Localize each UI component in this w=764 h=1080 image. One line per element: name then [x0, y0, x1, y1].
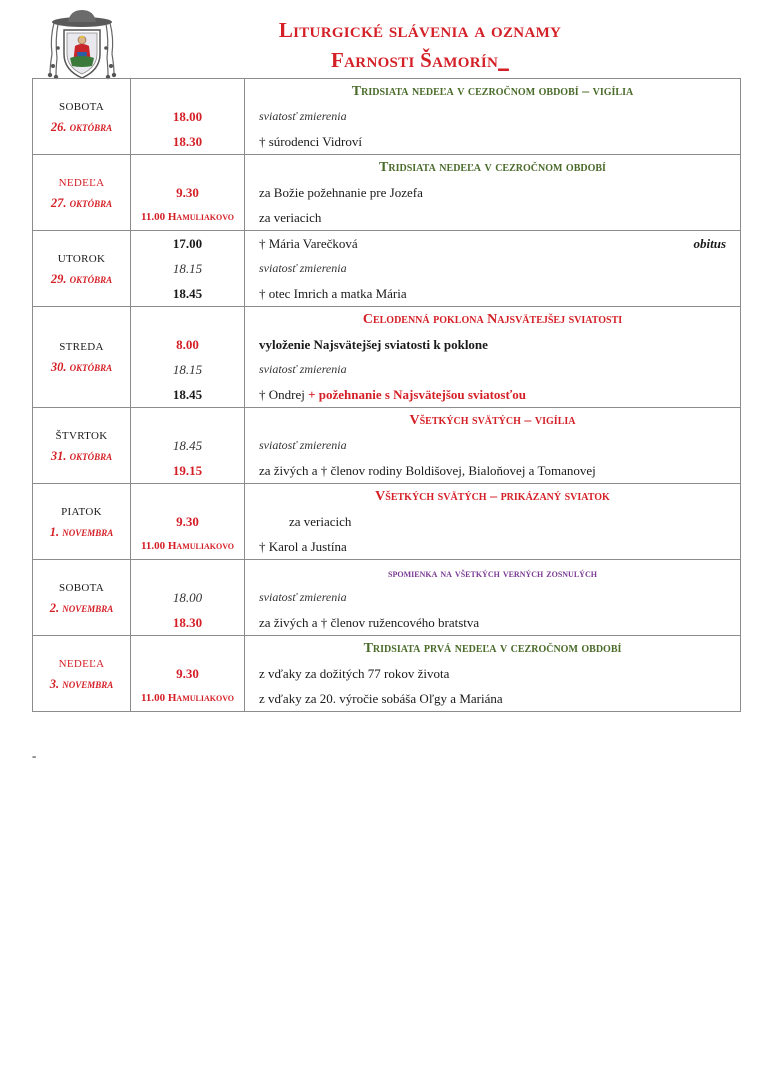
day-name: SOBOTA	[59, 581, 104, 594]
intention-text: † Karol a Justína	[259, 538, 347, 554]
table-row	[33, 484, 741, 560]
page-title-line2	[160, 48, 680, 73]
intention-line	[245, 382, 740, 407]
blessing-note: + požehnanie s Najsvätejšou sviatosťou	[304, 386, 526, 402]
table-row	[33, 636, 741, 712]
date-month: októbra	[69, 271, 113, 286]
time-spacer	[131, 79, 244, 104]
parish-name: Farnosti Šamorín	[331, 48, 499, 72]
time-spacer	[131, 307, 244, 332]
intention-cell	[245, 560, 741, 636]
table-row	[33, 155, 741, 231]
intention-cell	[245, 231, 741, 307]
day-date	[33, 193, 130, 213]
intention-cell	[245, 636, 741, 712]
mass-time: 18.15	[172, 261, 203, 276]
day-date	[33, 357, 130, 377]
intention-text: za živých a † členov rodiny Boldišovej, Bialoňovej a Tomanovej	[259, 462, 596, 478]
parish-crest-logo	[44, 8, 120, 84]
time-cell	[131, 560, 245, 636]
intention-text: † Ondrej	[259, 386, 305, 402]
time-cell	[131, 484, 245, 560]
date-number: 31.	[50, 448, 67, 463]
mass-time: 17.00	[172, 236, 203, 251]
day-cell	[33, 79, 131, 155]
mass-time: 18.15	[172, 362, 203, 377]
mass-time: 18.45	[172, 387, 203, 402]
intention-text: sviatosť zmierenia	[259, 361, 347, 376]
intention-text: z vďaky za dožitých 77 rokov života	[259, 665, 450, 681]
date-number: 27.	[50, 195, 67, 210]
intention-cell	[245, 307, 741, 408]
liturgical-heading: spomienka na všetkých verných zosnulých	[388, 565, 597, 580]
day-cell	[33, 231, 131, 307]
intention-cell	[245, 408, 741, 484]
intention-line	[245, 585, 740, 610]
time-cell	[131, 79, 245, 155]
intention-line	[245, 104, 740, 129]
mass-time: 8.00	[176, 337, 199, 352]
day-cell	[33, 636, 131, 712]
intention-line	[245, 458, 740, 483]
table-row	[33, 560, 741, 636]
mass-time: 18.00	[172, 109, 203, 124]
time-spacer	[131, 155, 244, 180]
day-date	[33, 269, 130, 289]
liturgical-heading: Celodenná poklona Najsvätejšej sviatosti	[362, 311, 623, 327]
intention-text: † Mária Varečková	[259, 236, 358, 251]
intention-text: z vďaky za 20. výročie sobáša Oľgy a Mariána	[259, 690, 503, 706]
date-month: novembra	[62, 600, 114, 615]
mass-time: 18.00	[172, 590, 203, 605]
intention-line	[245, 433, 740, 458]
intention-text: sviatosť zmierenia	[259, 437, 347, 452]
table-row	[33, 79, 741, 155]
intention-line	[245, 281, 740, 306]
day-date	[33, 522, 130, 542]
intention-line	[245, 180, 740, 205]
intention-line	[245, 661, 740, 686]
day-cell	[33, 155, 131, 231]
mass-time: 19.15	[172, 463, 203, 478]
date-month: októbra	[69, 448, 113, 463]
day-date	[33, 598, 130, 618]
time-cell	[131, 231, 245, 307]
intention-line	[245, 509, 740, 534]
intention-text: vyloženie Najsvätejšej sviatosti k poklone	[259, 336, 488, 352]
date-month: októbra	[69, 119, 113, 134]
date-month: októbra	[69, 360, 113, 374]
time-location: Hamuliakovo	[167, 692, 235, 704]
date-month: novembra	[62, 524, 114, 539]
day-date	[33, 446, 130, 466]
footer-dash: -	[32, 748, 37, 763]
date-month: októbra	[69, 195, 113, 210]
intention-text: sviatosť zmierenia	[259, 589, 347, 604]
time-cell	[131, 155, 245, 231]
schedule-body	[33, 79, 741, 712]
mass-time: 18.30	[172, 615, 203, 630]
intention-line	[245, 129, 740, 154]
day-name: SOBOTA	[59, 100, 104, 113]
day-name: PIATOK	[61, 505, 102, 518]
time-value: 11.00	[140, 211, 168, 223]
time-value: 11.00	[140, 692, 168, 704]
time-cell	[131, 307, 245, 408]
intention-line	[245, 610, 740, 635]
liturgical-heading: Tridsiata nedeľa v cezročnom období	[379, 159, 606, 175]
intention-text: za veriacich	[289, 513, 352, 529]
liturgical-heading: Všetkých svätých – vigília	[409, 412, 576, 428]
date-month: novembra	[62, 676, 114, 691]
day-name: NEDEĽA	[58, 657, 105, 670]
mass-time: 18.30	[172, 134, 203, 149]
intention-cell	[245, 484, 741, 560]
intention-line	[245, 256, 740, 281]
date-number: 29.	[50, 271, 67, 286]
intention-text: sviatosť zmierenia	[259, 261, 347, 275]
liturgical-heading: Všetkých svätých – prikázaný sviatok	[375, 488, 610, 504]
intention-line	[245, 686, 740, 711]
mass-time: 9.30	[176, 185, 199, 200]
day-name: STREDA	[59, 341, 104, 353]
table-row	[33, 408, 741, 484]
table-row	[33, 307, 741, 408]
time-value: 11.00	[140, 540, 168, 552]
time-spacer	[131, 560, 244, 585]
day-date	[33, 117, 130, 137]
mass-time: 9.30	[176, 666, 199, 681]
date-number: 3.	[49, 676, 60, 691]
mass-time: 9.30	[176, 514, 199, 529]
mass-time	[131, 205, 244, 230]
intention-line	[245, 205, 740, 230]
intention-text: sviatosť zmierenia	[259, 108, 347, 123]
intention-line	[245, 231, 740, 256]
day-name: UTOROK	[57, 252, 106, 265]
time-spacer	[131, 636, 244, 661]
table-row	[33, 231, 741, 307]
day-cell	[33, 408, 131, 484]
date-number: 1.	[49, 524, 60, 539]
time-spacer	[131, 484, 244, 509]
time-location: Hamuliakovo	[167, 540, 235, 552]
day-name: ŠTVRTOK	[55, 429, 108, 442]
day-name: NEDEĽA	[58, 176, 105, 189]
liturgical-heading: Tridsiata prvá nedeľa v cezročnom období	[363, 640, 622, 656]
time-cell	[131, 408, 245, 484]
date-number: 2.	[49, 600, 60, 615]
day-date	[33, 674, 130, 694]
liturgical-heading: Tridsiata nedeľa v cezročnom období – vigília	[351, 83, 634, 99]
intention-line	[245, 332, 740, 357]
mass-time	[131, 686, 244, 711]
intention-text: † otec Imrich a matka Mária	[259, 286, 407, 301]
obitus-note: obitus	[693, 236, 726, 251]
day-cell	[33, 307, 131, 408]
time-spacer	[131, 408, 244, 433]
intention-text: za veriacich	[259, 209, 322, 225]
intention-cell	[245, 79, 741, 155]
date-number: 30.	[50, 360, 67, 374]
time-cell	[131, 636, 245, 712]
intention-text: za živých a † členov ružencového bratstva	[259, 614, 480, 630]
title-trail: _	[498, 48, 509, 72]
intention-cell	[245, 155, 741, 231]
page-title-line1: Liturgické slávenia a oznamy	[278, 18, 562, 42]
mass-time: 18.45	[172, 438, 203, 453]
date-number: 26.	[50, 119, 67, 134]
intention-text: za Božie požehnanie pre Jozefa	[259, 184, 423, 200]
mass-time	[131, 534, 244, 559]
intention-line	[245, 357, 740, 382]
intention-line	[245, 534, 740, 559]
intention-text: † súrodenci Vidroví	[259, 133, 362, 149]
schedule-table	[32, 78, 741, 712]
mass-time: 18.45	[172, 286, 203, 301]
day-cell	[33, 560, 131, 636]
time-location: Hamuliakovo	[167, 211, 235, 223]
day-cell	[33, 484, 131, 560]
